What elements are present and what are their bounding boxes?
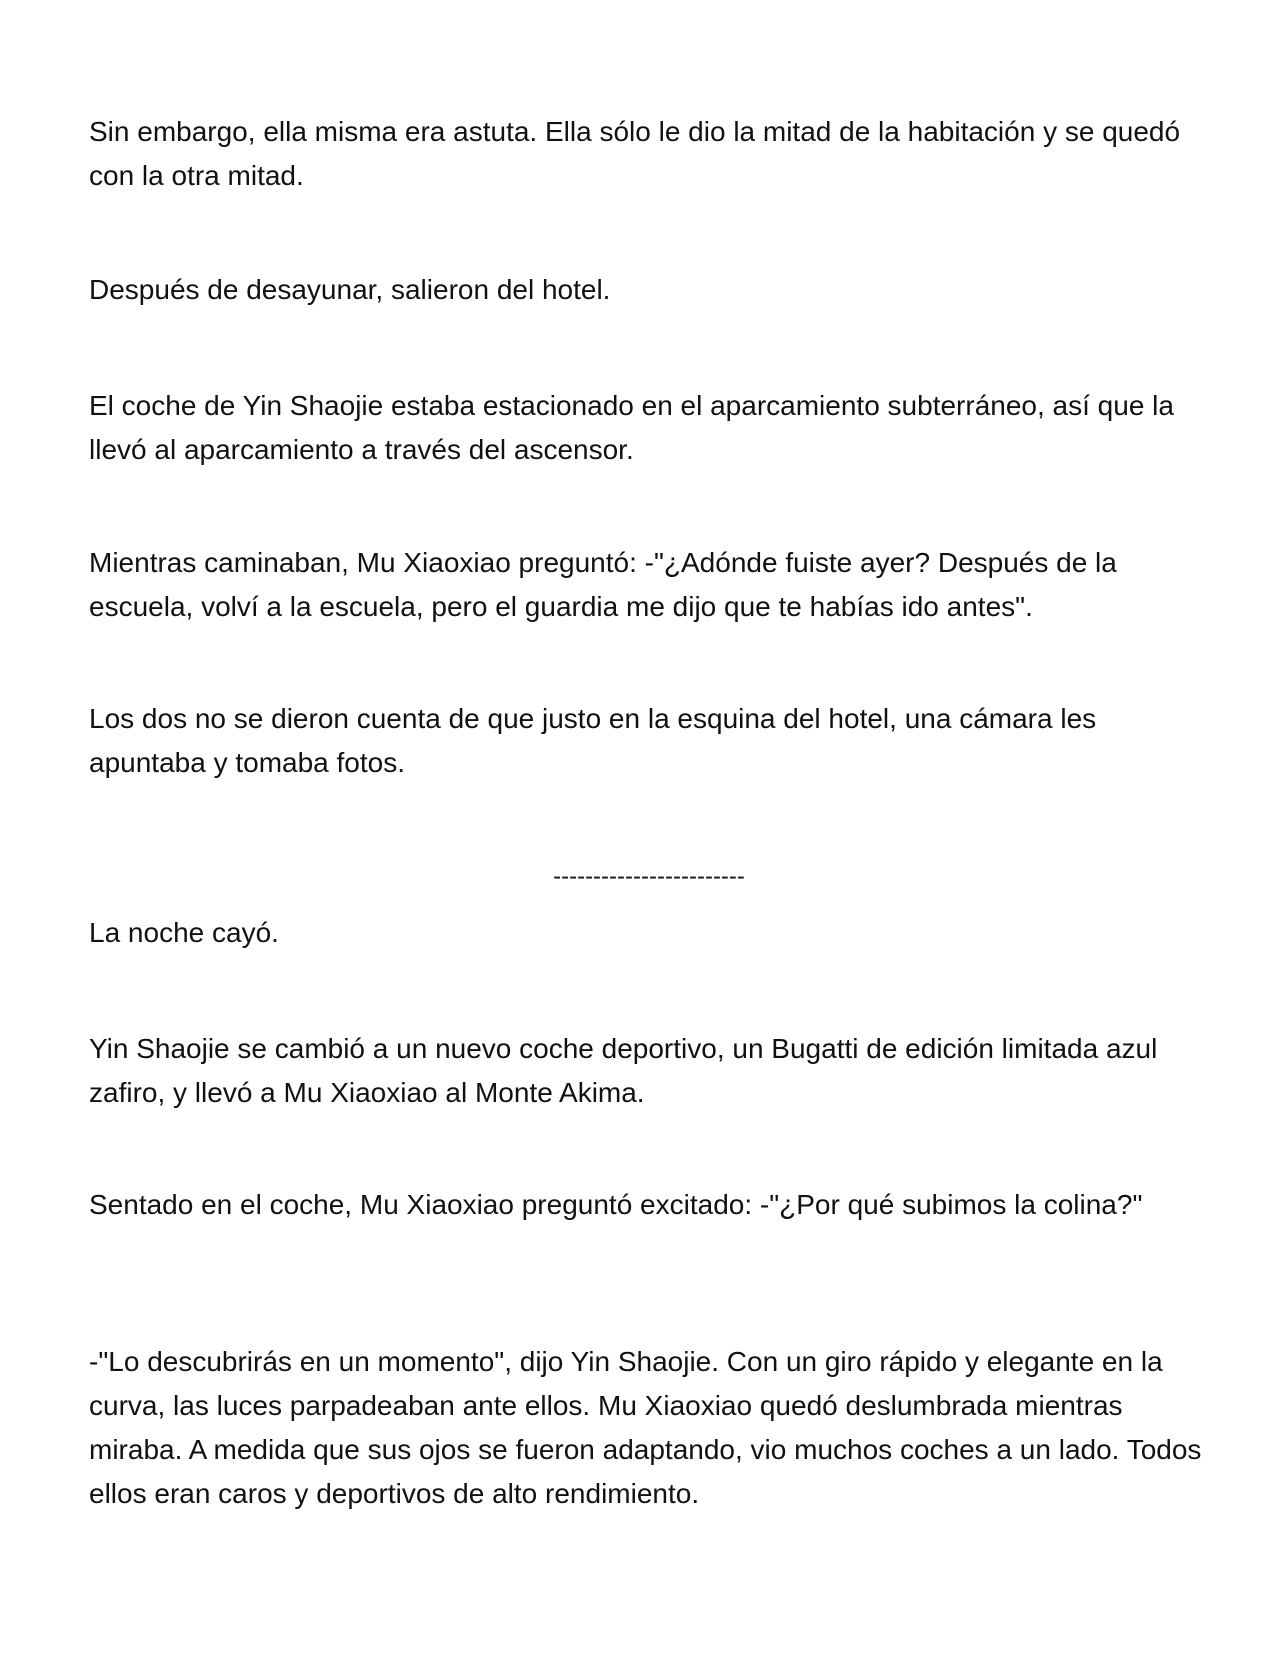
paragraph-5: Los dos no se dieron cuenta de que justo en la esquina del hotel, una cámara les apuntaba y tomaba fotos. xyxy=(89,703,1097,778)
paragraph-4: Mientras caminaban, Mu Xiaoxiao preguntó: -"¿Adónde fuiste ayer? Después de la escuela, volví a la escuela, pero el guardia me dijo que te habías ido antes". xyxy=(89,547,1117,622)
paragraph-6: La noche cayó. xyxy=(89,917,279,948)
paragraph-1: Sin embargo, ella misma era astuta. Ella sólo le dio la mitad de la habitación y se quedó con la otra mitad. xyxy=(89,116,1181,191)
paragraph-7: Yin Shaojie se cambió a un nuevo coche deportivo, un Bugatti de edición limitada azul zafiro, y llevó a Mu Xiaoxiao al Monte Akima. xyxy=(89,1033,1158,1108)
paragraph-9: -"Lo descubrirás en un momento", dijo Yin Shaojie. Con un giro rápido y elegante en la curva, las luces parpadeaban ante ellos. Mu Xiaoxiao quedó deslumbrada mientras miraba. A medida que sus ojos se fueron adaptando, vio muchos coches a un lado. Todos ellos eran caros y deportivos de alto rendimiento. xyxy=(89,1346,1202,1509)
paragraph-2: Después de desayunar, salieron del hotel. xyxy=(89,274,611,305)
document-page xyxy=(89,0,1209,1656)
section-separator: ------------------------ xyxy=(553,863,745,890)
paragraph-3: El coche de Yin Shaojie estaba estacionado en el aparcamiento subterráneo, así que la llevó al aparcamiento a través del ascensor. xyxy=(89,390,1174,465)
paragraph-8: Sentado en el coche, Mu Xiaoxiao preguntó excitado: -"¿Por qué subimos la colina?" xyxy=(89,1189,1143,1220)
